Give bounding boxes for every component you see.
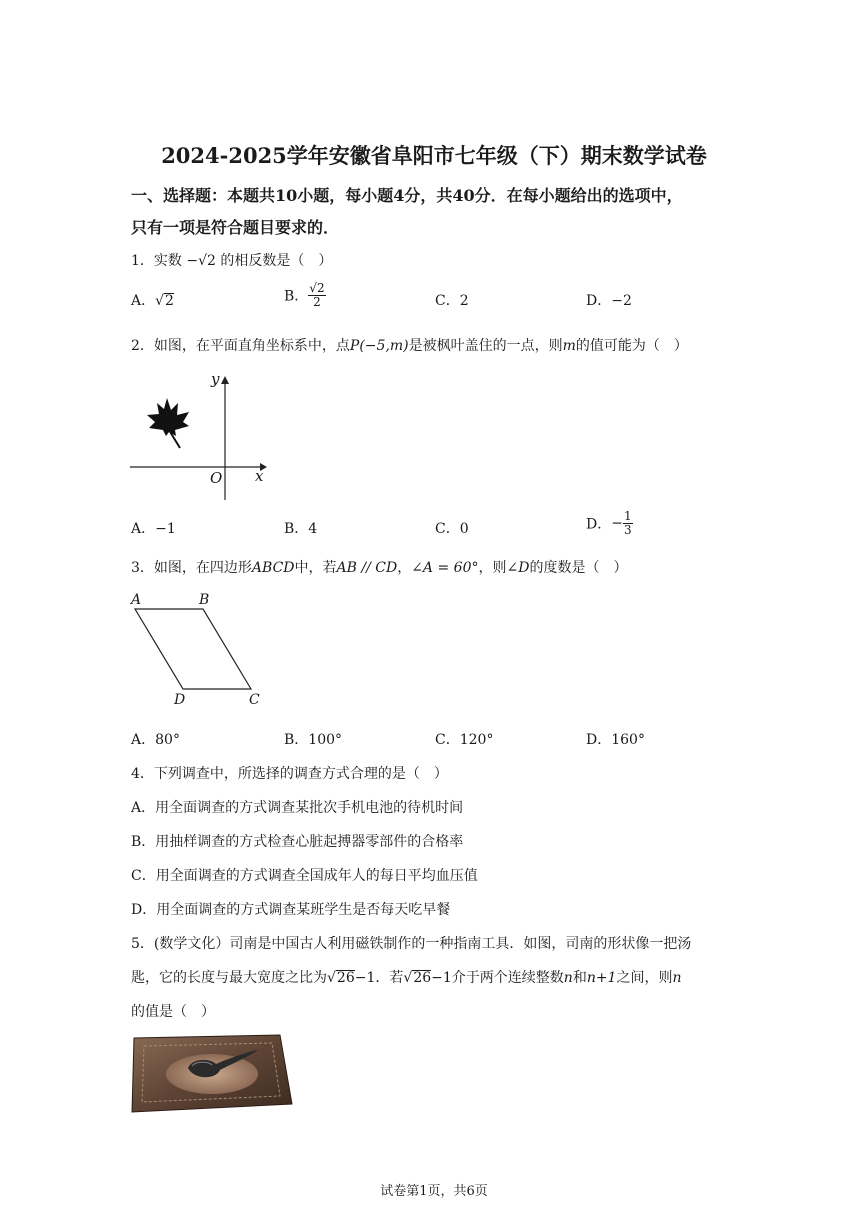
- q1-option-b: B． $\frac{√2}{2}$: [284, 281, 325, 309]
- q2-option-b: B．4: [284, 521, 318, 537]
- q2-option-d: D．− $\frac{1}{3}$: [586, 509, 632, 537]
- q1-option-d: D．−2: [586, 293, 632, 309]
- question-5-line2: 匙，它的长度与最大宽度之比为√26−1．若√26−1介于两个连续整数n和n+1之间，则n: [131, 970, 682, 986]
- question-5-line3: 的值是（ ）: [131, 1004, 215, 1020]
- q1-option-c: C．2: [435, 293, 469, 309]
- origin-label: O: [210, 469, 223, 487]
- q1-suffix: 的相反数是（ ）: [220, 253, 333, 269]
- question-5-line1: 5．(数学文化）司南是中国古人利用磁铁制作的一种指南工具．如图，司南的形状像一把汤: [131, 936, 692, 952]
- q1-option-a-radicand: 2: [165, 293, 174, 309]
- q4-option-a: A．用全面调查的方式调查某批次手机电池的待机时间: [131, 800, 464, 816]
- y-axis-label: y: [211, 370, 220, 388]
- parallelogram-abcd: [135, 609, 251, 689]
- x-axis-label: x: [255, 467, 264, 485]
- question-2: 2．如图，在平面直角坐标系中，点P(−5,m)是被枫叶盖住的一点，则m的值可能为（ ）: [131, 338, 688, 354]
- q3-condition-angle: ∠A = 60°: [411, 560, 479, 576]
- vertex-b-label: B: [199, 592, 210, 608]
- page-title: 2024-2025学年安徽省阜阳市七年级（下）期末数学试卷: [161, 143, 707, 168]
- coordinate-plane-figure: [125, 370, 275, 505]
- sinan-compass-image: [130, 1032, 295, 1114]
- question-4: 4．下列调查中，所选择的调查方式合理的是（ ）: [131, 766, 448, 782]
- q4-option-d: D．用全面调查的方式调查某班学生是否每天吃早餐: [131, 902, 451, 918]
- q3-option-c: C．120°: [435, 732, 494, 748]
- question-1: [131, 250, 332, 270]
- vertex-a-label: A: [131, 592, 142, 608]
- question-3: 3．如图，在四边形ABCD中，若AB // CD，∠A = 60°，则∠D的度数是（ ）: [131, 560, 628, 576]
- q2-option-d-fraction: $\frac{1}{3}$: [623, 509, 632, 537]
- section-heading-line2: 只有一项是符合题目要求的．: [131, 218, 340, 237]
- q3-condition-parallel: AB // CD: [336, 560, 398, 576]
- section-heading-line1: 一、选择题：本题共10小题，每小题4分，共40分．在每小题给出的选项中，: [131, 186, 683, 205]
- vertex-d-label: D: [174, 692, 186, 708]
- vertex-c-label: C: [249, 692, 260, 708]
- q1-option-a: A．√2: [131, 293, 174, 309]
- q2-point: P(−5,m): [349, 338, 409, 354]
- q3-option-a: A．80°: [131, 732, 180, 748]
- q1-prefix: 1．实数: [131, 253, 182, 269]
- q3-option-b: B．100°: [284, 732, 343, 748]
- q2-option-a: A．−1: [131, 521, 176, 537]
- q2-option-c: C．0: [435, 521, 469, 537]
- page-footer: 试卷第1页，共6页: [380, 1184, 488, 1199]
- q4-option-c: C．用全面调查的方式调查全国成年人的每日平均血压值: [131, 868, 478, 884]
- q1-expression: −√2: [186, 253, 216, 269]
- q4-option-b: B．用抽样调查的方式检查心脏起搏器零部件的合格率: [131, 834, 464, 850]
- maple-leaf-icon: [147, 398, 189, 448]
- q1-option-b-fraction: $\frac{√2}{2}$: [309, 281, 325, 309]
- y-axis-arrow-icon: [221, 376, 229, 384]
- q3-option-d: D．160°: [586, 732, 645, 748]
